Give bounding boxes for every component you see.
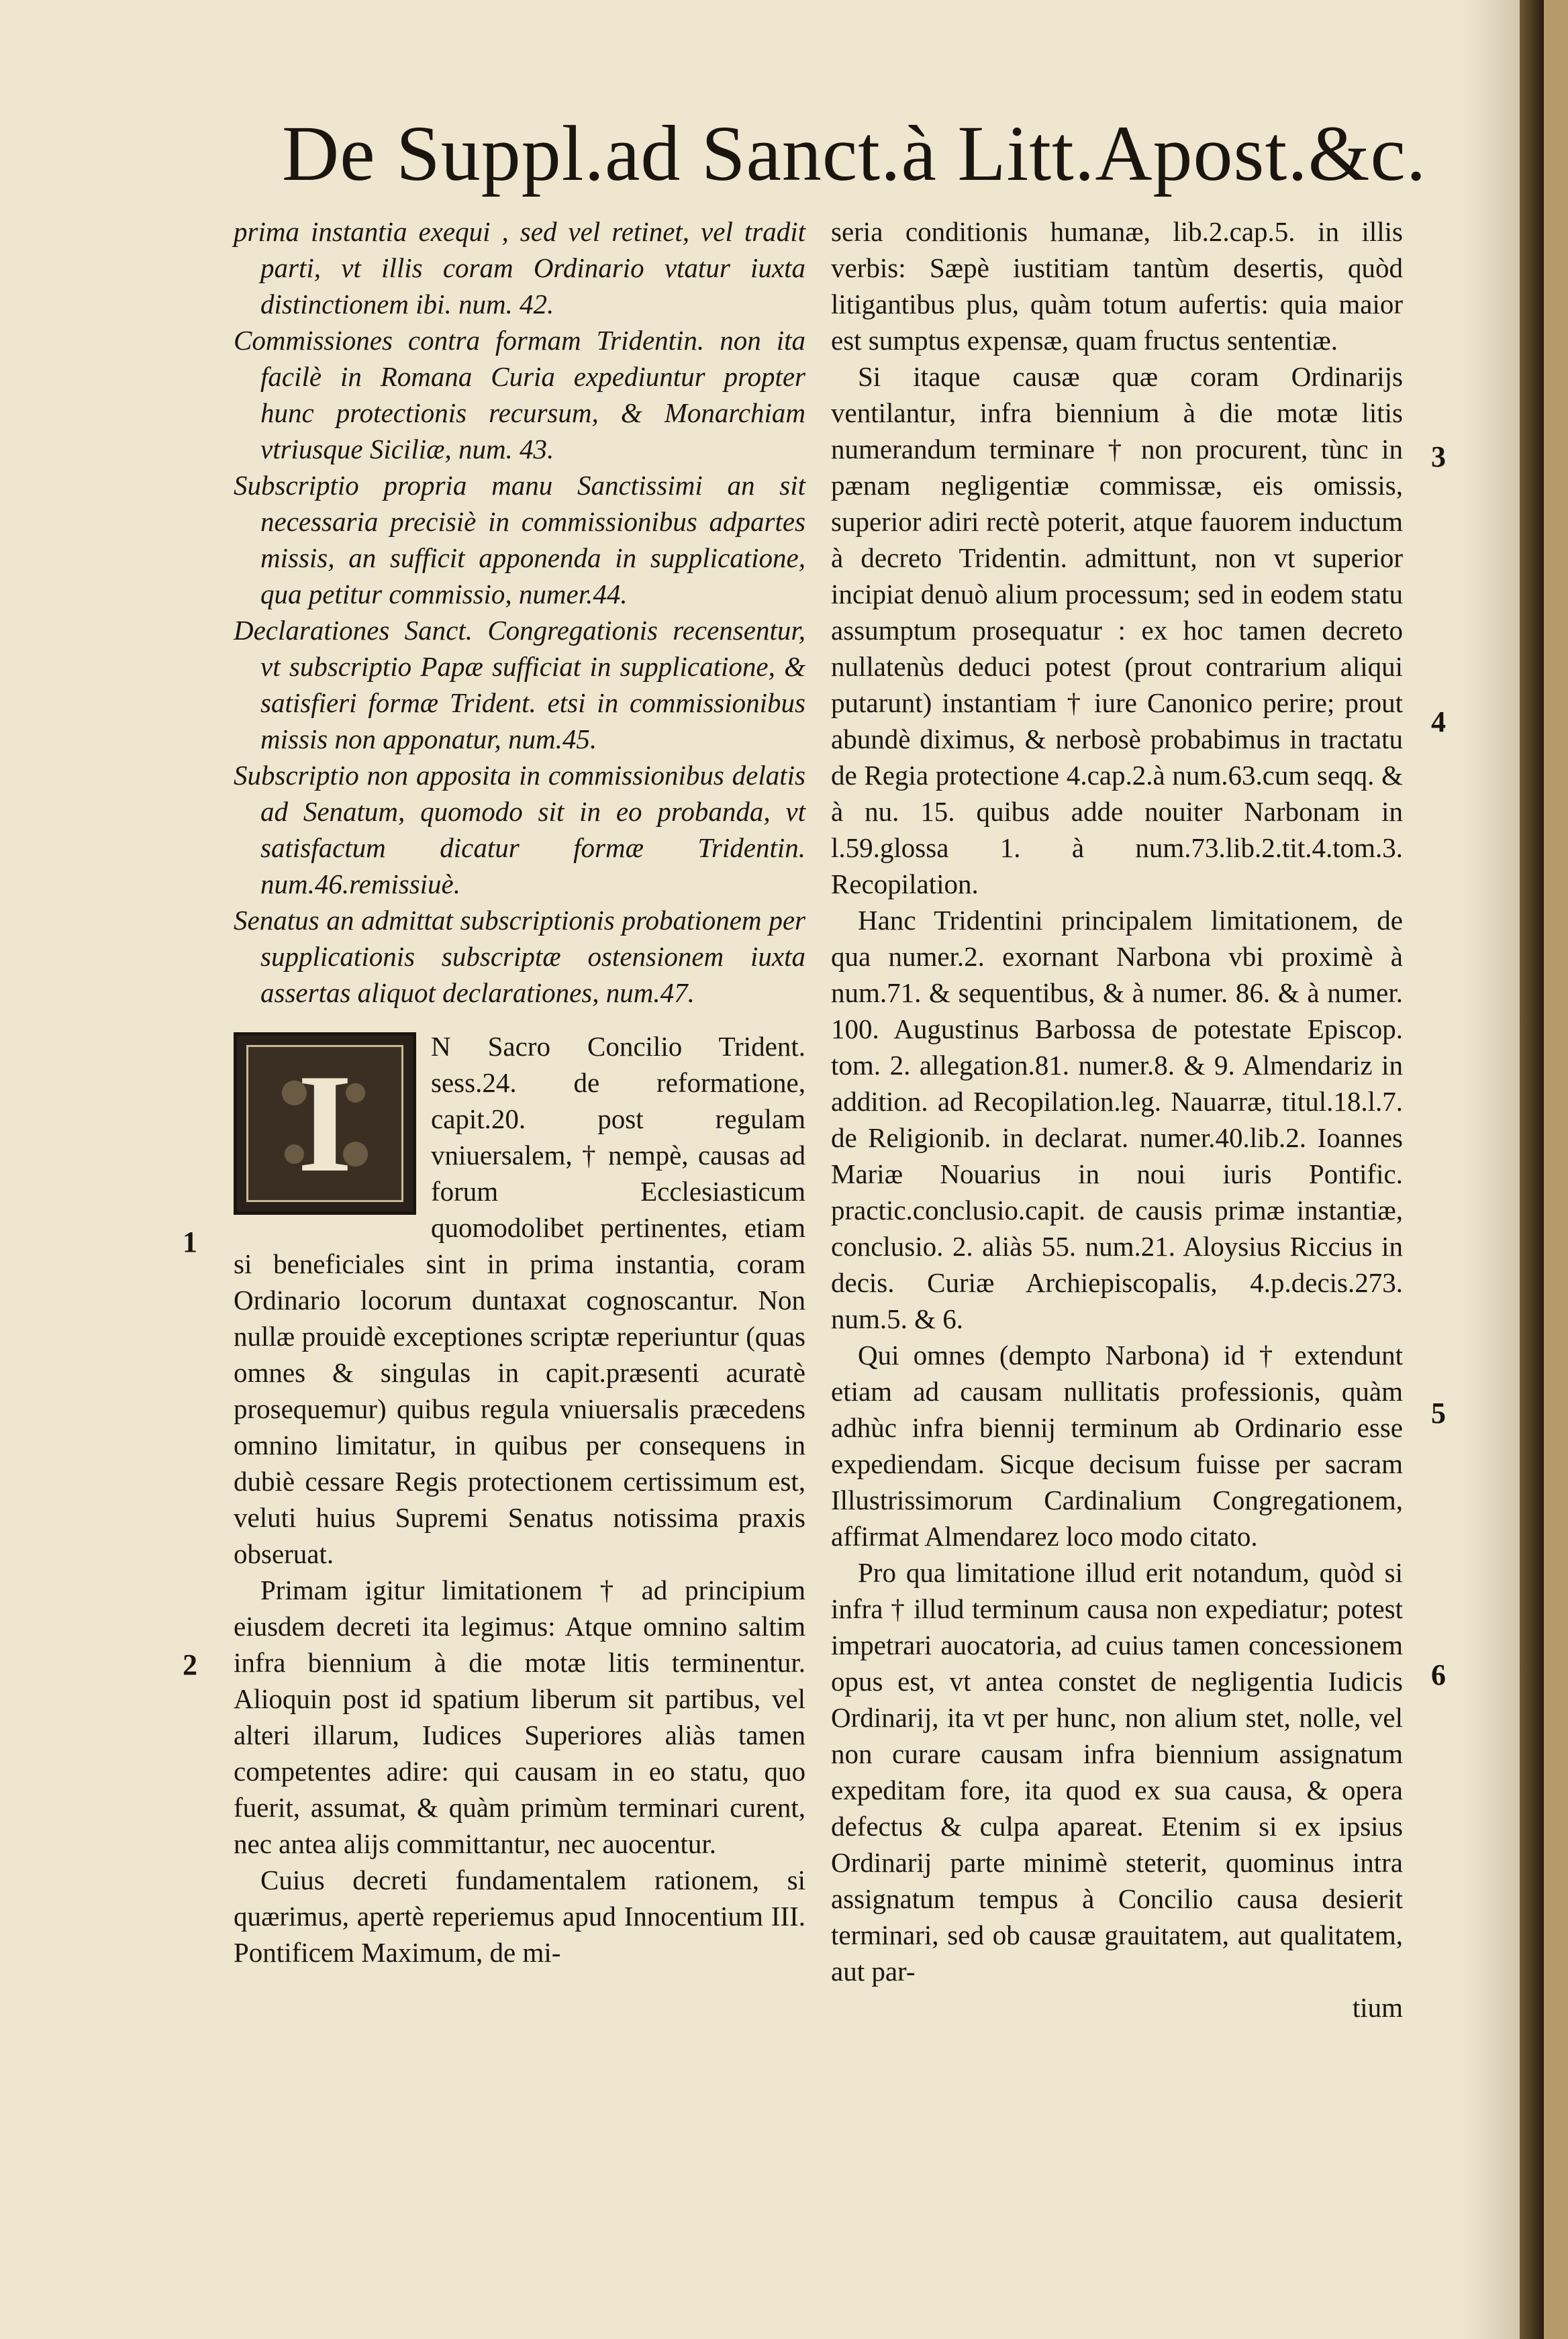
index-entry: Subscriptio propria manu Sanctissimi an sit necessaria precisiè in commissionibus adpartes missis, an sufficit apponenda in supplicatione, qua petitur commissio, numer.44. [234, 470, 805, 609]
index-entry: Senatus an admittat subscriptionis probationem per supplicationis subscriptæ ostensionem iuxta assertas aliquot declarationes, num.47. [234, 905, 805, 1008]
body-paragraph: Hanc Tridentini principalem limitationem, de qua numer.2. exornant Narbona vbi proximè à num.71. & sequentibus, & à numer. 86. & à numer. 100. Augustinus Barbossa de potestate Episcop. tom. 2. allegation.81. numer.8. & 9. Almendariz in addition. ad Recopilation.leg. Nauarræ, titul.18.l.7. de Religionib. in declarat. numer.40.lib.2. Ioannes Mariæ Nouarius in noui iuris Pontific. practic.conclusio.capit. de causis primæ instantiæ, conclusio. 2. aliàs 55. num.21. Aloysius Riccius in decis. Curiæ Archiepiscopalis, 4.p.decis.273. num.5. & 6. [831, 905, 1403, 1334]
left-column [234, 213, 805, 1971]
margin-number: 4 [1431, 705, 1446, 738]
margin-number: 6 [1431, 1658, 1446, 1691]
margin-number: 5 [1431, 1397, 1446, 1430]
index-entry: Subscriptio non apposita in commissionibus delatis ad Senatum, quomodo sit in eo probanda, vt satisfactum dicatur formæ Tridentin. num.46.remissiuè. [234, 760, 805, 899]
body-paragraph: Qui omnes (dempto Narbona) id † extendunt etiam ad causam nullitatis professionis, quàm adhùc infra biennij terminum ab Ordinario esse expediendam. Sicque decisum fuisse per sacram Illustrissimorum Cardinalium Congregationem, affirmat Almendarez loco modo citato. [831, 1340, 1403, 1552]
index-entry: Commissiones contra formam Tridentin. non ita facilè in Romana Curia expediuntur propter hunc protectionis recursum, & Monarchiam vtriusque Siciliæ, num. 43. [234, 325, 805, 464]
opening-paragraph: N Sacro Concilio Trident. sess.24. de reformatione, capit.20. post regulam vniuersalem, † nempè, causas ad forum Ecclesiasticum quomodolibet pertinentes, etiam si beneficiales sint in prima instantia, coram Ordinario locorum duntaxat cognoscantur. Non nullæ prouidè exceptiones scriptæ reperiuntur (quas omnes & singulas in capit.præsenti acuratè prosequemur) quibus regula vniuersalis præcedens omnino limitatur, in quibus per consequens in dubiè cessare Regis protectionem certissimum est, veluti huius Supremi Senatus notissima praxis obseruat. [234, 1031, 805, 1569]
index-entry: prima instantia exequi , sed vel retinet, vel tradit parti, vt illis coram Ordinario vtatur iuxta distinctionem ibi. num. 42. [234, 216, 805, 319]
initial-letter: I [297, 1046, 352, 1201]
body-paragraph: Si itaque causæ quæ coram Ordinarijs ventilantur, infra biennium à die motæ litis numerandum terminare † non procurent, tùnc in pænam negligentiæ commissæ, eis omissis, superior adiri rectè poterit, atque fauorem inductum à decreto Tridentin. admittunt, non vt superior incipiat denuò alium processum; sed in eodem statu assumptum prosequatur : ex hoc tamen decreto nullatenùs deduci potest (prout contrarium aliqui putarunt) instantiam † iure Canonico perire; prout abundè diximus, & nerbosè probabimus in tractatu de Regia protectione 4.cap.2.à num.63.cum seqq. & à nu. 15. quibus adde nouiter Narbonam in l.59.glossa 1. à num.73.lib.2.tit.4.tom.3. Recopilation. [831, 361, 1403, 899]
right-column [831, 213, 1403, 2026]
body-paragraph: Pro qua limitatione illud erit notandum, quòd si infra † illud terminum causa non expediatur; potest impetrari auocatoria, ad cuius tamen concessionem opus est, vt antea constet de negligentia Iudicis Ordinarij, ita vt per hunc, non alium stet, nolle, vel non curare causam infra biennium assignatum expeditam fore, ita quod ex sua causa, & opera defectus & culpa apareat. Etenim si ex ipsius Ordinarij parte minimè steterit, quominus intra assignatum tempus à Concilio causa desierit terminari, sed ob causæ grauitatem, aut qualitatem, aut par- [831, 1557, 1403, 1987]
decorated-initial [234, 1032, 416, 1215]
running-header: De Suppl.ad Sanct.à Litt.Apost.&c. [282, 109, 1427, 197]
body-paragraph: Cuius decreti fundamentalem rationem, si quærimus, apertè reperiemus apud Innocentium III. Pontificem Maximum, de mi- [234, 1864, 805, 1968]
index-entry: Declarationes Sanct. Congregationis recensentur, vt subscriptio Papæ sufficiat in supplicatione, & satisfieri formæ Trident. etsi in commissionibus missis non apponatur, num.45. [234, 615, 805, 754]
margin-number: 3 [1431, 440, 1446, 473]
margin-number: 2 [183, 1648, 197, 1681]
margin-number: 1 [183, 1226, 197, 1258]
body-paragraph: Primam igitur limitationem † ad principium eiusdem decreti ita legimus: Atque omnino saltim infra biennium à die motæ litis terminentur. Alioquin post id spatium liberum sit partibus, vel alteri illarum, Iudices Superiores aliàs tamen competentes adire: qui causam in eo statu, quo fuerit, assumat, & quàm primùm terminari curent, nec antea alijs committantur, nec auocentur. [234, 1575, 805, 1859]
page-edge [1520, 0, 1544, 2339]
opening-section [234, 1028, 805, 1572]
catchword: tium [1352, 1992, 1403, 2023]
body-paragraph: seria conditionis humanæ, lib.2.cap.5. in illis verbis: Sæpè iustitiam tantùm desertis, quòd litigantibus plus, quàm totum aufertis: quia maior est sumptus expensæ, quam fructus sententiæ. [831, 216, 1403, 356]
